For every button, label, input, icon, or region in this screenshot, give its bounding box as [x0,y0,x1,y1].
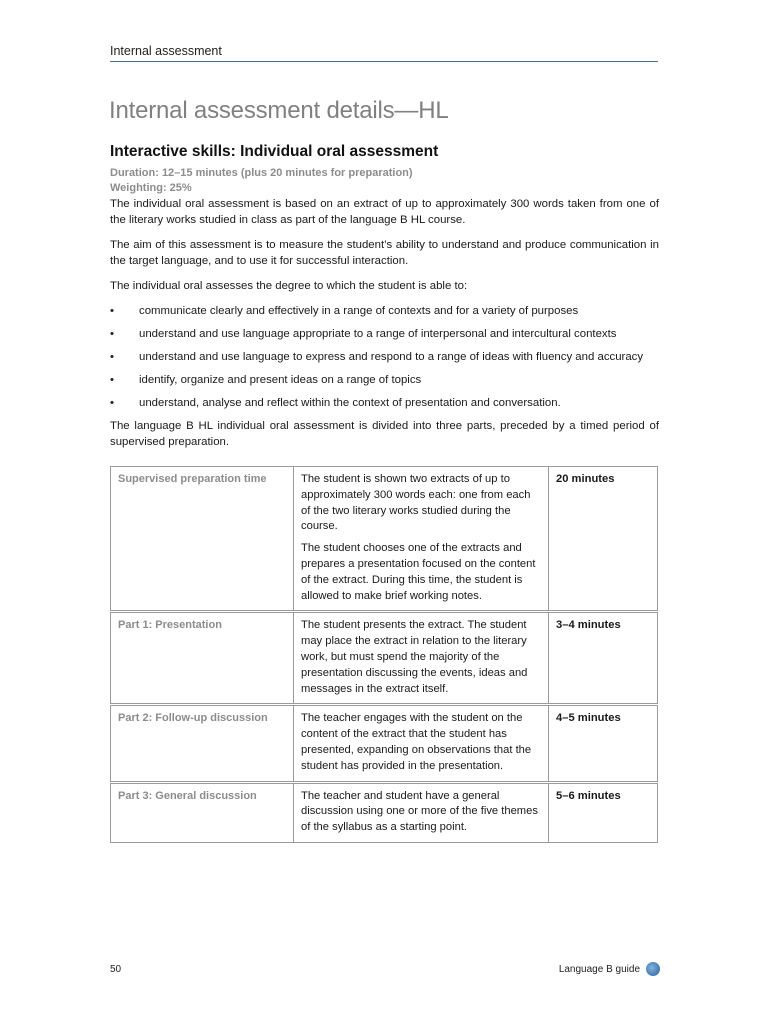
page-number: 50 [110,964,122,975]
row-time: 3–4 minutes [549,613,658,704]
duration-text: Duration: 12–15 minutes (plus 20 minutes for preparation) [110,167,413,179]
intro-paragraph: The individual oral assessment is based on an extract of up to approximately 300 words taken from one of the literary works studied in class as part of the language B HL course. [110,198,659,226]
list-item [110,326,659,342]
aim-paragraph: The aim of this assessment is to measure the student’s ability to understand and produce communication in the target language, and to use it for successful interaction. [110,239,659,267]
ib-globe-icon [646,962,660,976]
list-item-text: understand, analyse and reflect within the context of presentation and conversation. [139,397,561,409]
description-paragraph: The teacher engages with the student on the content of the extract that the student has presented, expanding on observations that the student has provided in the presentation. [301,712,532,772]
running-header: Internal assessment [110,44,658,62]
description-paragraph: The student chooses one of the extracts and prepares a presentation focused on the content of the extract. During this time, the student is allowed to make brief working notes. [301,542,536,602]
page-title: Internal assessment details—HL [109,97,449,124]
section-heading: Interactive skills: Individual oral assessment [110,143,439,160]
description-paragraph: The student presents the extract. The student may place the extract in relation to the literary work, but must spend the majority of the presentation discussing the events, ideas and messages in the extract itself. [301,619,528,695]
row-description [294,706,549,781]
list-item [110,349,659,365]
row-label: Supervised preparation time [111,467,294,611]
row-description [294,613,549,704]
bullet-icon: • [110,351,114,363]
bullet-icon: • [110,397,114,409]
list-item-text: identify, organize and present ideas on a range of topics [139,374,422,386]
row-time: 4–5 minutes [549,706,658,781]
list-item-text: understand and use language appropriate to a range of interpersonal and intercultural contexts [139,328,617,340]
closing-paragraph: The language B HL individual oral assessment is divided into three parts, preceded by a timed period of supervised preparation. [110,420,659,448]
main-content [110,144,659,843]
row-label: Part 1: Presentation [111,613,294,704]
row-time: 5–6 minutes [549,783,658,842]
list-item-text: understand and use language to express and respond to a range of ideas with fluency and accuracy [139,351,644,363]
row-label: Part 2: Follow-up discussion [111,706,294,781]
table-row [111,467,658,611]
table-row [111,783,658,842]
bullet-icon: • [110,328,114,340]
row-description [294,783,549,842]
list-item-text: communicate clearly and effectively in a range of contexts and for a variety of purposes [139,305,579,317]
list-item [110,303,659,319]
table-row [111,613,658,704]
assesses-paragraph: The individual oral assesses the degree to which the student is able to: [110,280,468,292]
table-row [111,706,658,781]
weighting-text: Weighting: 25% [110,182,192,194]
bullet-icon: • [110,305,114,317]
guide-title: Language B guide [558,963,640,975]
list-item [110,372,659,388]
assessment-structure-table [110,466,658,843]
row-description [294,467,549,611]
row-label: Part 3: General discussion [111,783,294,842]
footer-guide [559,962,660,976]
row-time: 20 minutes [549,467,658,611]
skills-list [110,303,659,411]
description-paragraph: The student is shown two extracts of up to approximately 300 words each: one from each of the two literary works studied during the course. [301,473,531,533]
description-paragraph: The teacher and student have a general discussion using one or more of the five themes of the syllabus as a starting point. [301,789,538,834]
bullet-icon: • [110,374,114,386]
list-item [110,395,659,411]
